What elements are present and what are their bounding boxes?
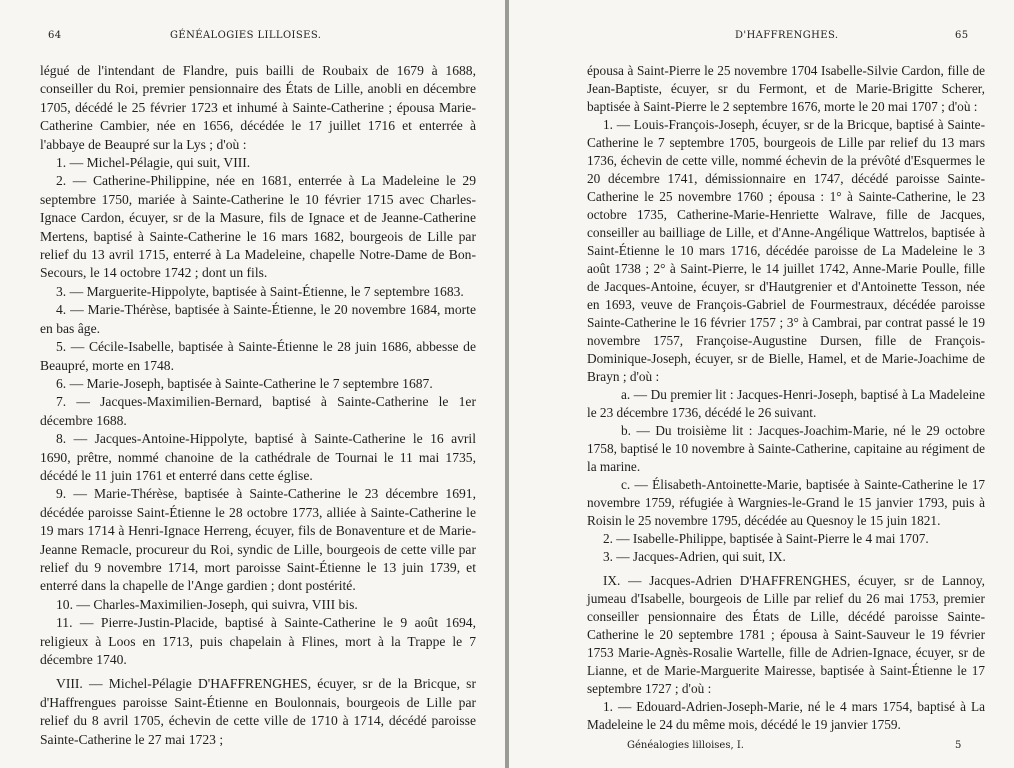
list-item: 1. — Michel-Pélagie, qui suit, VIII. — [56, 155, 251, 171]
sub-list-item: a. — Du premier lit : Jacques-Henri-Joseph, baptisé à La Madeleine le 23 décembre 1736, décédé le 26 suivant. — [587, 387, 985, 420]
list-item: 3. — Marguerite-Hippolyte, baptisée à Saint-Étienne, le 7 septembre 1683. — [56, 283, 464, 299]
list-item: 6. — Marie-Joseph, baptisée à Sainte-Catherine le 7 septembre 1687. — [56, 375, 433, 391]
right-page — [509, 0, 1014, 768]
sub-list-item: b. — Du troisième lit : Jacques-Joachim-Marie, né le 29 octobre 1758, baptisé le 10 novembre à Sainte-Catherine, capitaine au régiment de la marine. — [587, 423, 985, 474]
sub-list-item: c. — Élisabeth-Antoinette-Marie, baptisée à Sainte-Catherine le 17 novembre 1759, réfugiée à Wargnies-le-Grand le 15 janvier 1793, puis à Roisin le 25 novembre 1795, décédée au Quesnoy le 15 juin 1821. — [587, 477, 985, 528]
list-item: 2. — Isabelle-Philippe, baptisée à Saint-Pierre le 4 mai 1707. — [603, 531, 929, 546]
page-number: 64 — [48, 30, 62, 41]
footer-title: Généalogies lilloises, I. — [627, 740, 744, 751]
left-page — [0, 0, 505, 768]
list-item: 5. — Cécile-Isabelle, baptisée à Sainte-Étienne le 28 juin 1686, abbesse de Beaupré, morte en 1748. — [40, 339, 476, 373]
list-item: 7. — Jacques-Maximilien-Bernard, baptisé à Sainte-Catherine le 1er décembre 1688. — [40, 394, 476, 428]
page-body — [40, 62, 476, 749]
paragraph: épousa à Saint-Pierre le 25 novembre 1704 Isabelle-Silvie Cardon, fille de Jean-Baptiste, écuyer, sr du Fermont, et de Marie-Brigitte Scherer, baptisée à Saint-Pierre le 2 septembre 1676, morte le 20 mai 1707 ; d'où : — [587, 63, 985, 114]
list-item: 3. — Jacques-Adrien, qui suit, IX. — [603, 549, 786, 564]
list-item: 1. — Louis-François-Joseph, écuyer, sr de la Bricque, baptisé à Sainte-Catherine le 7 septembre 1705, bourgeois de Lille par relief du 13 mars 1736, échevin de cette ville, nommé échevin de la prévôté d'Esquermes le 20 décembre 1741, démissionnaire en 1747, décédé paroisse Sainte-Catherine le 25 novembre 1760 ; épousa : 1° à Sainte-Catherine, le 23 octobre 1735, Catherine-Marie-Henriette Walrave, fille de Jacques, conseiller au bailliage de Lille, et d'Anne-Angélique Wattrelos, baptisée à Saint-Étienne le 10 mars 1716, décédée paroisse de La Madeleine le 3 août 1738 ; 2° à Saint-Pierre, le 14 juillet 1742, Anne-Marie Poulle, fille de Jacques-Antoine, écuyer, sr d'Hautgrenier et d'Antoinette Tesson, née en 1693, veuve de François-Gabriel de Fourmestraux, décédée paroisse Sainte-Catherine le 16 février 1757 ; 3° à Cambrai, par contrat passé le 19 novembre 1757, Françoise-Augustine Dursen, fille de François-Dominique-Joseph, écuyer, sr de Bielle, Hamel, et de Marie-Joachime de Brayn ; d'où : — [587, 117, 985, 384]
section-heading-paragraph: IX. — Jacques-Adrien D'HAFFRENGHES, écuyer, sr de Lannoy, jumeau d'Isabelle, bourgeois de Lille par relief du 26 mai 1753, premier conseiller pensionnaire des États de Lille, décédé paroisse Sainte-Catherine le 20 septembre 1781 ; épousa à Saint-Sauveur le 19 février 1753 Marie-Agnès-Rosalie Wartelle, fille de Adrien-Ignace, écuyer, sr de Lianne, et de Marie-Marguerite Mairesse, baptisée à Saint-Étienne le 17 septembre 1727 ; d'où : — [587, 573, 985, 696]
signature-mark: 5 — [955, 740, 962, 751]
list-item: 10. — Charles-Maximilien-Joseph, qui suivra, VIII bis. — [56, 596, 358, 612]
list-item: 1. — Edouard-Adrien-Joseph-Marie, né le 4 mars 1754, baptisé à La Madeleine le 24 du même mois, décédé le 19 janvier 1759. — [587, 699, 985, 732]
page-body — [587, 62, 985, 734]
list-item: 11. — Pierre-Justin-Placide, baptisé à Sainte-Catherine le 9 août 1694, religieux à Loos en 1713, puis chapelain à Flines, mort à la Trappe le 7 décembre 1740. — [40, 615, 476, 667]
running-head: D'HAFFRENGHES. — [735, 30, 839, 41]
running-head: GÉNÉALOGIES LILLOISES. — [170, 30, 322, 41]
paragraph: légué de l'intendant de Flandre, puis bailli de Roubaix de 1679 à 1688, conseiller du Roi, premier pensionnaire des États de Lille, anobli en décembre 1705, décédé le 25 février 1723 et inhumé à Sainte-Catherine ; épousa Marie-Catherine Cambier, née en 1656, décédée le 17 juillet 1716 et enterrée à l'abbaye de Beaupré sur la Lys ; d'où : — [40, 63, 476, 152]
list-item: 9. — Marie-Thérèse, baptisée à Sainte-Catherine le 23 décembre 1691, décédée paroisse Saint-Étienne le 28 octobre 1773, alliée à Sainte-Catherine le 19 mars 1714 à Henri-Ignace Herreng, écuyer, fils de Bonaventure et de Marie-Jeanne Remacle, procureur du Roi, syndic de Lille, bourgeois de cette ville par relief du 9 novembre 1714, mort paroisse Saint-Étienne le 13 juin 1739, et enterré dans la chapelle de l'Ange gardien ; dont postérité. — [40, 486, 476, 594]
page-number: 65 — [955, 30, 969, 41]
list-item: 4. — Marie-Thérèse, baptisée à Sainte-Étienne, le 20 novembre 1684, morte en bas âge. — [40, 302, 476, 336]
list-item: 2. — Catherine-Philippine, née en 1681, enterrée à La Madeleine le 29 septembre 1750, mariée à Sainte-Catherine le 10 février 1715 avec Charles-Ignace Cardon, écuyer, sr de la Masure, fils de Ignace et de Jeanne-Catherine Mertens, baptisé à Sainte-Catherine le 16 mars 1682, bourgeois de Lille par relief du 13 avril 1715, enterré à La Madeleine, chapelle Notre-Dame de Bon-Secours, le 14 octobre 1742 ; dont un fils. — [40, 173, 476, 281]
list-item: 8. — Jacques-Antoine-Hippolyte, baptisé à Sainte-Catherine le 16 avril 1690, prêtre, nommé chanoine de la cathédrale de Tournai le 11 mai 1735, décédé le 11 juin 1761 et enterré dans cette église. — [40, 431, 476, 483]
section-heading-paragraph: VIII. — Michel-Pélagie D'HAFFRENGHES, écuyer, sr de la Bricque, sr d'Haffrengues paroisse Saint-Étienne en Boulonnais, bourgeois de Lille par relief du 8 avril 1705, échevin de cette ville de 1710 à 1714, décédé paroisse Sainte-Catherine le 27 mai 1723 ; — [40, 676, 476, 747]
